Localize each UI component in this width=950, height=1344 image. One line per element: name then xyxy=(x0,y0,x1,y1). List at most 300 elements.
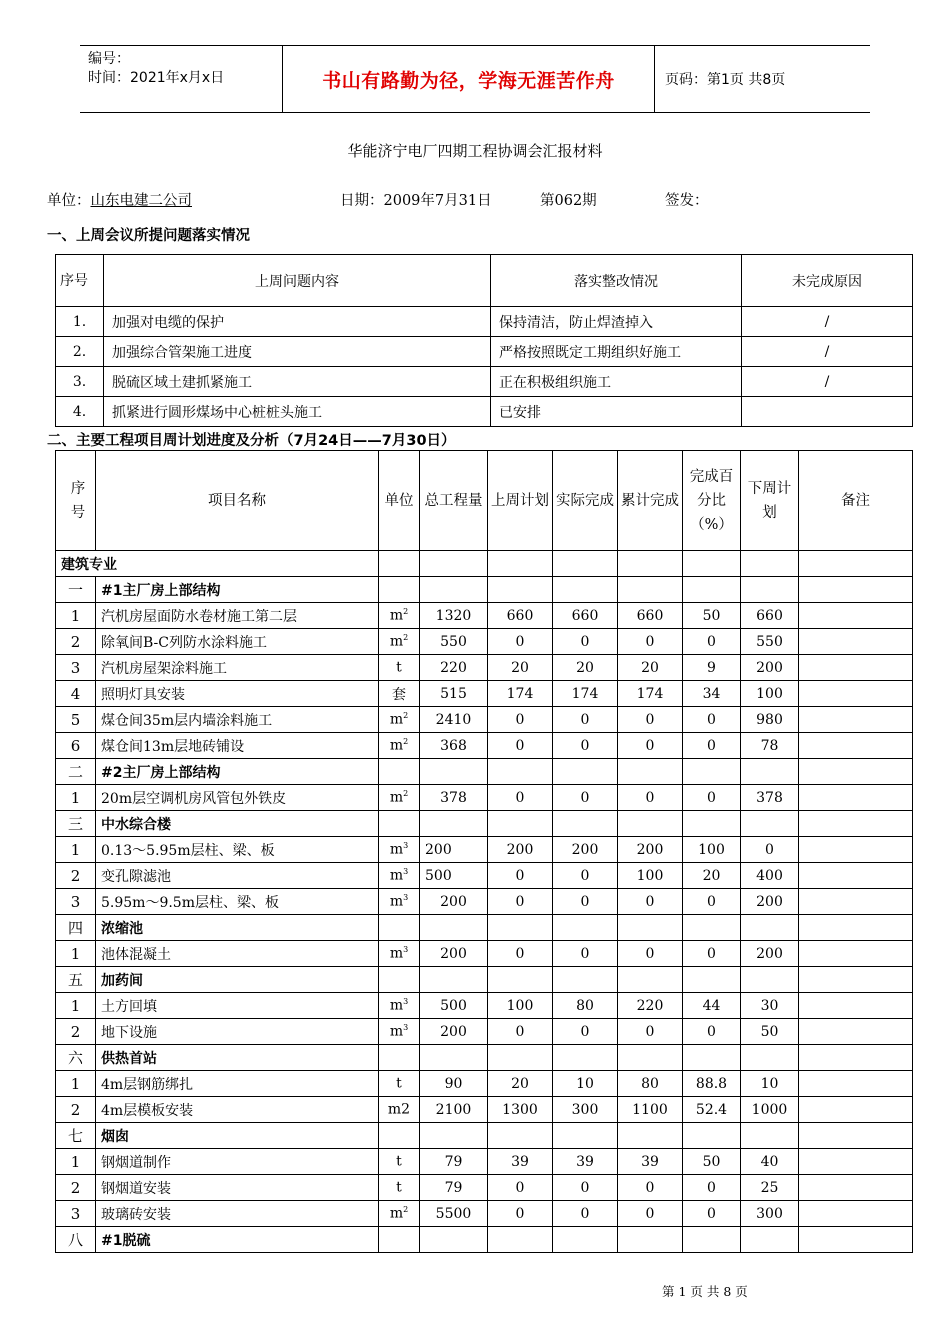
row-note xyxy=(799,1149,913,1175)
unit-text: m xyxy=(389,1023,404,1040)
issue-content: 抓紧进行圆形煤场中心桩桩头施工 xyxy=(104,397,491,427)
item-row xyxy=(56,681,913,707)
empty-cell xyxy=(741,551,799,577)
row-cumulative: 220 xyxy=(618,993,683,1019)
row-percent: 34 xyxy=(683,681,741,707)
unit-text: m xyxy=(389,867,404,884)
row-note xyxy=(799,785,913,811)
row-total: 5500 xyxy=(420,1201,488,1227)
empty-cell xyxy=(553,915,618,941)
row-seq: 二 xyxy=(56,759,96,785)
empty-cell xyxy=(799,967,913,993)
row-seq: 三 xyxy=(56,811,96,837)
row-note xyxy=(799,1175,913,1201)
header-page-info: 页码：第1页 共8页 xyxy=(665,72,786,88)
row-unit xyxy=(379,707,420,733)
row-seq: 3 xyxy=(56,655,96,681)
row-percent: 88.8 xyxy=(683,1071,741,1097)
unit-value: 山东电建二公司 xyxy=(90,193,192,209)
row-percent: 44 xyxy=(683,993,741,1019)
row-percent: 0 xyxy=(683,1175,741,1201)
row-total: 200 xyxy=(420,889,488,915)
row-name: #1主厂房上部结构 xyxy=(96,577,379,603)
unit-text: m xyxy=(389,893,404,910)
row-seq: 六 xyxy=(56,1045,96,1071)
row-plan: 660 xyxy=(488,603,553,629)
row-cumulative: 0 xyxy=(618,1019,683,1045)
row-plan: 0 xyxy=(488,1019,553,1045)
empty-cell xyxy=(683,1045,741,1071)
empty-cell xyxy=(488,577,553,603)
unit-text: m xyxy=(389,945,404,962)
empty-cell xyxy=(488,811,553,837)
item-row xyxy=(56,1019,913,1045)
row-unit xyxy=(379,993,420,1019)
col-plan: 上周计划 xyxy=(488,451,553,551)
row-percent: 50 xyxy=(683,1149,741,1175)
row-unit xyxy=(379,889,420,915)
row-note xyxy=(799,863,913,889)
empty-cell xyxy=(741,1227,799,1253)
category-row xyxy=(56,577,913,603)
category-row xyxy=(56,967,913,993)
row-total: 200 xyxy=(420,837,488,863)
row-seq: 2 xyxy=(56,1175,96,1201)
col-reason: 未完成原因 xyxy=(742,255,913,307)
unit-text: m xyxy=(389,789,404,806)
category-row xyxy=(56,811,913,837)
row-percent: 9 xyxy=(683,655,741,681)
issue-reason xyxy=(742,397,913,427)
issue-seq: 2. xyxy=(56,337,104,367)
empty-cell xyxy=(683,577,741,603)
row-next: 400 xyxy=(741,863,799,889)
row-actual: 0 xyxy=(553,629,618,655)
row-next: 78 xyxy=(741,733,799,759)
row-name: 中水综合楼 xyxy=(96,811,379,837)
empty-cell xyxy=(741,1123,799,1149)
row-note xyxy=(799,1071,913,1097)
row-total: 500 xyxy=(420,863,488,889)
row-cumulative: 80 xyxy=(618,1071,683,1097)
category-row xyxy=(56,915,913,941)
row-seq: 1 xyxy=(56,837,96,863)
row-note xyxy=(799,681,913,707)
row-unit xyxy=(379,1149,420,1175)
specialty-row xyxy=(56,551,913,577)
row-plan: 0 xyxy=(488,889,553,915)
row-percent: 0 xyxy=(683,1201,741,1227)
progress-table-body xyxy=(56,451,913,1253)
row-cumulative: 0 xyxy=(618,1175,683,1201)
empty-cell xyxy=(741,1045,799,1071)
empty-cell xyxy=(379,811,420,837)
row-percent: 0 xyxy=(683,941,741,967)
row-actual: 20 xyxy=(553,655,618,681)
row-note xyxy=(799,1201,913,1227)
empty-cell xyxy=(420,1123,488,1149)
row-note xyxy=(799,629,913,655)
row-plan: 0 xyxy=(488,1175,553,1201)
unit-exponent: 2 xyxy=(403,737,409,747)
unit-text: m xyxy=(389,997,404,1014)
row-total: 200 xyxy=(420,1019,488,1045)
row-name: 煤仓间13m层地砖铺设 xyxy=(96,733,379,759)
unit-text: m xyxy=(389,841,404,858)
row-name: 4m层钢筋绑扎 xyxy=(96,1071,379,1097)
empty-cell xyxy=(799,1123,913,1149)
col-unit: 单位 xyxy=(379,451,420,551)
row-name: 浓缩池 xyxy=(96,915,379,941)
item-row xyxy=(56,603,913,629)
unit-text: t xyxy=(396,1075,402,1092)
row-unit xyxy=(379,603,420,629)
serial-label: 编号： xyxy=(88,51,130,67)
row-plan: 0 xyxy=(488,733,553,759)
issue-row xyxy=(56,337,913,367)
row-actual: 0 xyxy=(553,707,618,733)
date-field: 日期：2009年7月31日 xyxy=(340,193,492,209)
item-row xyxy=(56,889,913,915)
empty-cell xyxy=(618,811,683,837)
empty-cell xyxy=(379,1123,420,1149)
row-next: 200 xyxy=(741,889,799,915)
empty-cell xyxy=(799,551,913,577)
item-row xyxy=(56,941,913,967)
row-percent: 20 xyxy=(683,863,741,889)
issue-content: 加强对电缆的保护 xyxy=(104,307,491,337)
category-row xyxy=(56,1227,913,1253)
row-seq: 四 xyxy=(56,915,96,941)
row-seq: 七 xyxy=(56,1123,96,1149)
row-total: 550 xyxy=(420,629,488,655)
empty-cell xyxy=(379,915,420,941)
row-unit xyxy=(379,941,420,967)
empty-cell xyxy=(420,759,488,785)
issue-action: 正在积极组织施工 xyxy=(491,367,742,397)
issues-table xyxy=(55,254,913,427)
unit-exponent: 2 xyxy=(403,789,409,799)
item-row xyxy=(56,863,913,889)
row-next: 550 xyxy=(741,629,799,655)
item-row xyxy=(56,1175,913,1201)
row-seq: 4 xyxy=(56,681,96,707)
row-seq: 2 xyxy=(56,863,96,889)
row-next: 378 xyxy=(741,785,799,811)
row-name: 汽机房屋架涂料施工 xyxy=(96,655,379,681)
row-cumulative: 0 xyxy=(618,733,683,759)
row-name: 照明灯具安装 xyxy=(96,681,379,707)
empty-cell xyxy=(553,811,618,837)
unit-label: 单位： xyxy=(47,193,91,209)
empty-cell xyxy=(618,1045,683,1071)
row-plan: 0 xyxy=(488,707,553,733)
row-seq: 5 xyxy=(56,707,96,733)
empty-cell xyxy=(379,1045,420,1071)
issues-table-body xyxy=(56,255,913,427)
row-plan: 0 xyxy=(488,785,553,811)
document-title: 华能济宁电厂四期工程协调会汇报材料 xyxy=(347,142,603,160)
row-next: 660 xyxy=(741,603,799,629)
row-cumulative: 0 xyxy=(618,629,683,655)
empty-cell xyxy=(618,967,683,993)
row-name: 5.95m～9.5m层柱、梁、板 xyxy=(96,889,379,915)
row-cumulative: 0 xyxy=(618,1201,683,1227)
row-actual: 0 xyxy=(553,941,618,967)
row-cumulative: 100 xyxy=(618,863,683,889)
row-seq: 2 xyxy=(56,629,96,655)
row-percent: 0 xyxy=(683,707,741,733)
row-cumulative: 0 xyxy=(618,889,683,915)
row-next: 100 xyxy=(741,681,799,707)
row-cumulative: 0 xyxy=(618,941,683,967)
header-meta xyxy=(80,46,282,112)
row-plan: 20 xyxy=(488,655,553,681)
empty-cell xyxy=(379,1227,420,1253)
row-unit xyxy=(379,1071,420,1097)
row-plan: 20 xyxy=(488,1071,553,1097)
issue-reason: / xyxy=(742,367,913,397)
row-percent: 52.4 xyxy=(683,1097,741,1123)
item-row xyxy=(56,733,913,759)
row-percent: 50 xyxy=(683,603,741,629)
unit-text: m xyxy=(389,633,404,650)
unit-text: m2 xyxy=(387,1101,411,1118)
empty-cell xyxy=(618,551,683,577)
item-row xyxy=(56,1097,913,1123)
empty-cell xyxy=(683,915,741,941)
empty-cell xyxy=(553,967,618,993)
unit-text: t xyxy=(396,1179,402,1196)
row-plan: 174 xyxy=(488,681,553,707)
unit-text: m xyxy=(389,1205,404,1222)
row-next: 40 xyxy=(741,1149,799,1175)
row-percent: 0 xyxy=(683,889,741,915)
col-seq: 序号 xyxy=(56,255,104,307)
row-plan: 200 xyxy=(488,837,553,863)
row-actual: 200 xyxy=(553,837,618,863)
empty-cell xyxy=(488,915,553,941)
item-row xyxy=(56,837,913,863)
item-row xyxy=(56,785,913,811)
row-unit xyxy=(379,733,420,759)
row-percent: 0 xyxy=(683,629,741,655)
col-project: 项目名称 xyxy=(96,451,379,551)
empty-cell xyxy=(553,1123,618,1149)
empty-cell xyxy=(379,967,420,993)
row-unit xyxy=(379,837,420,863)
row-cumulative: 20 xyxy=(618,655,683,681)
col-action: 落实整改情况 xyxy=(491,255,742,307)
row-seq: 1 xyxy=(56,785,96,811)
row-seq: 1 xyxy=(56,1149,96,1175)
row-cumulative: 660 xyxy=(618,603,683,629)
row-total: 220 xyxy=(420,655,488,681)
row-total: 368 xyxy=(420,733,488,759)
row-actual: 80 xyxy=(553,993,618,1019)
header-motto: 书山有路勤为径，学海无涯苦作舟 xyxy=(282,46,655,112)
info-line xyxy=(47,189,907,211)
item-row xyxy=(56,707,913,733)
empty-cell xyxy=(553,1045,618,1071)
row-next: 200 xyxy=(741,655,799,681)
row-plan: 0 xyxy=(488,863,553,889)
item-row xyxy=(56,993,913,1019)
row-total: 500 xyxy=(420,993,488,1019)
time-label: 时间：2021年x月x日 xyxy=(88,70,225,86)
empty-cell xyxy=(488,759,553,785)
unit-exponent: 2 xyxy=(403,607,409,617)
unit-exponent: 2 xyxy=(403,633,409,643)
row-seq: 2 xyxy=(56,1097,96,1123)
row-note xyxy=(799,889,913,915)
unit-exponent: 3 xyxy=(403,867,409,877)
row-next: 30 xyxy=(741,993,799,1019)
row-total: 2100 xyxy=(420,1097,488,1123)
row-total: 515 xyxy=(420,681,488,707)
row-unit xyxy=(379,785,420,811)
row-name: 供热首站 xyxy=(96,1045,379,1071)
col-actual: 实际完成 xyxy=(553,451,618,551)
row-name: 除氧间B-C列防水涂料施工 xyxy=(96,629,379,655)
row-actual: 0 xyxy=(553,733,618,759)
row-next: 300 xyxy=(741,1201,799,1227)
row-plan: 0 xyxy=(488,941,553,967)
row-total: 2410 xyxy=(420,707,488,733)
row-unit xyxy=(379,629,420,655)
unit-text: 套 xyxy=(392,686,406,703)
empty-cell xyxy=(799,1045,913,1071)
col-note: 备注 xyxy=(799,451,913,551)
row-next: 50 xyxy=(741,1019,799,1045)
unit-field xyxy=(47,189,192,210)
issue-content: 脱硫区域土建抓紧施工 xyxy=(104,367,491,397)
issue-reason: / xyxy=(742,307,913,337)
row-note xyxy=(799,941,913,967)
sign-field: 签发： xyxy=(665,193,709,209)
row-percent: 0 xyxy=(683,785,741,811)
issue-row xyxy=(56,367,913,397)
empty-cell xyxy=(553,1227,618,1253)
row-note xyxy=(799,1097,913,1123)
col-total: 总工程量 xyxy=(420,451,488,551)
row-name: 4m层模板安装 xyxy=(96,1097,379,1123)
row-seq: 1 xyxy=(56,603,96,629)
row-total: 200 xyxy=(420,941,488,967)
issue-seq: 4. xyxy=(56,397,104,427)
empty-cell xyxy=(741,811,799,837)
unit-exponent: 3 xyxy=(403,841,409,851)
row-actual: 0 xyxy=(553,785,618,811)
row-seq: 6 xyxy=(56,733,96,759)
empty-cell xyxy=(420,967,488,993)
row-unit xyxy=(379,1019,420,1045)
unit-exponent: 3 xyxy=(403,1023,409,1033)
empty-cell xyxy=(488,1045,553,1071)
empty-cell xyxy=(683,551,741,577)
row-cumulative: 0 xyxy=(618,785,683,811)
progress-table xyxy=(55,450,913,1253)
row-actual: 300 xyxy=(553,1097,618,1123)
category-row xyxy=(56,759,913,785)
row-note xyxy=(799,1019,913,1045)
progress-header-row xyxy=(56,451,913,551)
empty-cell xyxy=(420,577,488,603)
empty-cell xyxy=(420,551,488,577)
row-note xyxy=(799,707,913,733)
row-seq: 3 xyxy=(56,889,96,915)
row-total: 79 xyxy=(420,1175,488,1201)
row-seq: 一 xyxy=(56,577,96,603)
unit-text: m xyxy=(389,607,404,624)
row-total: 90 xyxy=(420,1071,488,1097)
row-name: 汽机房屋面防水卷材施工第二层 xyxy=(96,603,379,629)
empty-cell xyxy=(799,915,913,941)
col-seq: 序号 xyxy=(56,451,96,551)
unit-text: t xyxy=(396,1153,402,1170)
col-issue: 上周问题内容 xyxy=(104,255,491,307)
empty-cell xyxy=(741,577,799,603)
section2-title: 二、主要工程项目周计划进度及分析（7月24日——7月30日） xyxy=(47,433,456,449)
issues-header-row xyxy=(56,255,913,307)
issue-seq: 1. xyxy=(56,307,104,337)
issue-row xyxy=(56,307,913,337)
row-plan: 1300 xyxy=(488,1097,553,1123)
empty-cell xyxy=(618,759,683,785)
row-note xyxy=(799,733,913,759)
issue-seq: 3. xyxy=(56,367,104,397)
empty-cell xyxy=(420,811,488,837)
empty-cell xyxy=(553,551,618,577)
row-total: 378 xyxy=(420,785,488,811)
row-name: 煤仓间35m层内墙涂料施工 xyxy=(96,707,379,733)
unit-text: t xyxy=(396,659,402,676)
row-next: 200 xyxy=(741,941,799,967)
item-row xyxy=(56,655,913,681)
row-note xyxy=(799,655,913,681)
empty-cell xyxy=(683,1227,741,1253)
specialty-label: 建筑专业 xyxy=(56,551,379,577)
empty-cell xyxy=(799,811,913,837)
empty-cell xyxy=(683,967,741,993)
row-next: 25 xyxy=(741,1175,799,1201)
row-name: #2主厂房上部结构 xyxy=(96,759,379,785)
empty-cell xyxy=(741,915,799,941)
row-cumulative: 174 xyxy=(618,681,683,707)
row-cumulative: 0 xyxy=(618,707,683,733)
row-name: 20m层空调机房风管包外铁皮 xyxy=(96,785,379,811)
row-plan: 100 xyxy=(488,993,553,1019)
row-name: 钢烟道安装 xyxy=(96,1175,379,1201)
row-percent: 0 xyxy=(683,1019,741,1045)
row-next: 1000 xyxy=(741,1097,799,1123)
row-unit xyxy=(379,655,420,681)
empty-cell xyxy=(799,577,913,603)
row-seq: 3 xyxy=(56,1201,96,1227)
row-actual: 0 xyxy=(553,889,618,915)
item-row xyxy=(56,1149,913,1175)
row-total: 79 xyxy=(420,1149,488,1175)
row-name: #1脱硫 xyxy=(96,1227,379,1253)
row-name: 池体混凝土 xyxy=(96,941,379,967)
row-actual: 0 xyxy=(553,1019,618,1045)
row-percent: 0 xyxy=(683,733,741,759)
empty-cell xyxy=(618,577,683,603)
row-name: 变孔隙滤池 xyxy=(96,863,379,889)
row-next: 10 xyxy=(741,1071,799,1097)
category-row xyxy=(56,1123,913,1149)
empty-cell xyxy=(741,759,799,785)
